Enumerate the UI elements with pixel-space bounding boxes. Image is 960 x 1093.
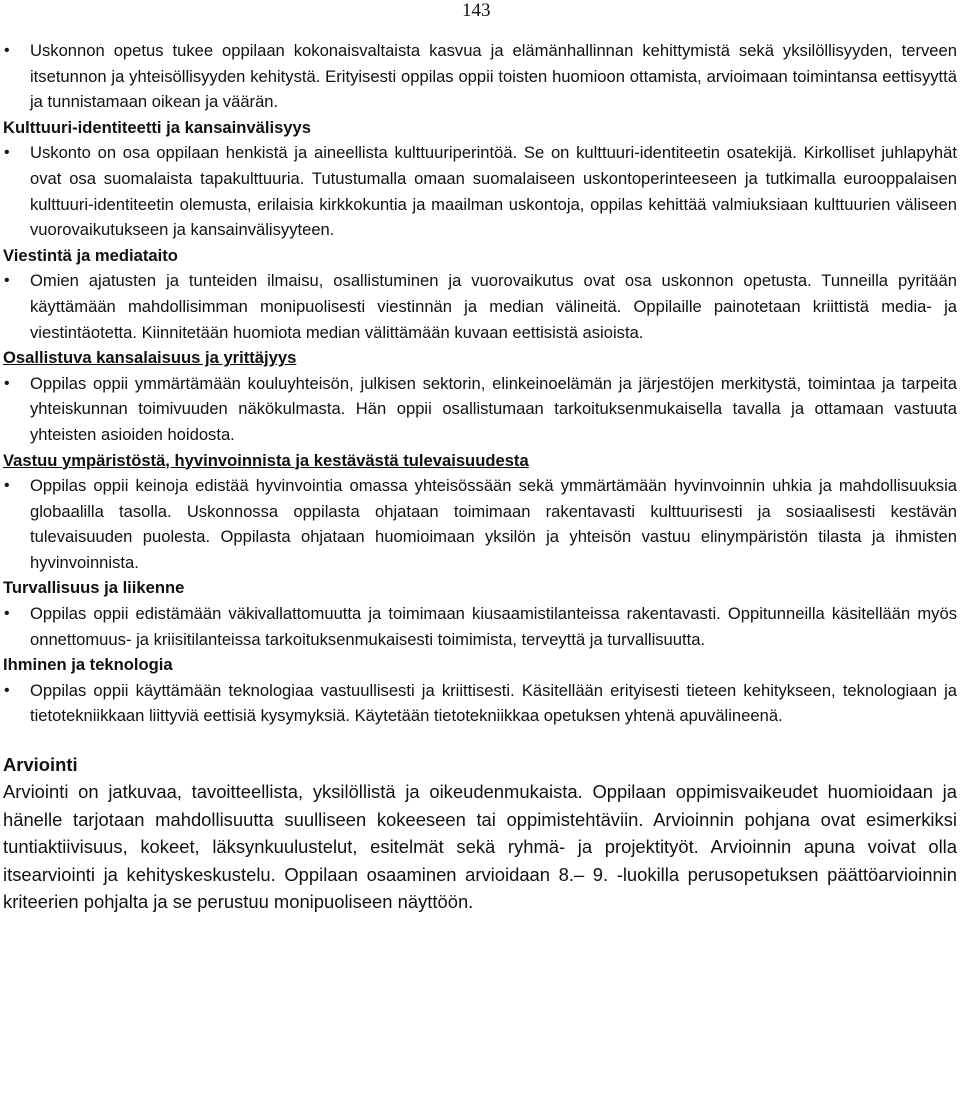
- section-text-communication: • Omien ajatusten ja tunteiden ilmaisu, osallistuminen ja vuorovaikutus ovat osa uskonnon opetusta. Tunneilla pyritään käyttämään mahdollisimman monipuolisesti viestinnän ja median välineitä. Oppilaille painotetaan kriittistä media- ja viestintäotetta. Kiinnitetään huomiota median välittämään kuvaan eettisistä asioista.: [3, 268, 957, 345]
- section-text-culture: • Uskonto on osa oppilaan henkistä ja aineellista kulttuuriperintöä. Se on kulttuuri-identiteetin osatekijä. Kirkolliset juhlapyhät ovat osa suomalaista tapakulttuuria. Tutustumalla omaan suomalaiseen uskontoperinteeseen ja tutkimalla eurooppalaisen kulttuuri-identiteetin olemusta, erilaisia kirkkokuntia ja maailman uskontoja, oppilas kehittää valmiuksiaan kulttuurien väliseen vuorovaikutukseen ja kansainvälisyyteen.: [3, 140, 957, 242]
- section-text-safety: • Oppilas oppii edistämään väkivallattomuutta ja toimimaan kiusaamistilanteissa rakentavasti. Oppitunneilla käsitellään myös onnettomuus- ja kriisitilanteissa tarkoituksenmukaisesti toimimista, terveyttä ja turvallisuutta.: [3, 601, 957, 652]
- section-heading-technology: Ihminen ja teknologia: [3, 655, 173, 675]
- page-number: 143: [462, 0, 491, 21]
- evaluation-text: Arviointi on jatkuvaa, tavoitteellista, yksilöllistä ja oikeudenmukaista. Oppilaan oppimisvaikeudet huomioidaan ja hänelle tarjotaan mahdollisuutta suulliseen kokeeseen tai oppimistehtäviin. Arvioinnin pohjana ovat esimerkiksi tuntiaktiivisuus, kokeet, läksynkuulustelut, esitelmät sekä ryhmä- ja projektityöt. Arvioinnin apuna voivat olla itsearviointi ja kehityskeskustelu. Oppilaan osaaminen arvioidaan 8.– 9. -luokilla perusopetuksen päättöarvioinnin kriteerien pohjalta ja se perustuu monipuoliseen näyttöön.: [3, 781, 957, 913]
- section-heading-safety: Turvallisuus ja liikenne: [3, 578, 185, 598]
- document-body: [3, 38, 957, 915]
- section-heading-citizenship: Osallistuva kansalaisuus ja yrittäjyys: [3, 348, 297, 368]
- evaluation-heading: Arviointi: [3, 754, 78, 776]
- section-text-technology: • Oppilas oppii käyttämään teknologiaa vastuullisesti ja kriittisesti. Käsitellään erityisesti tieteen kehitykseen, teknologiaan ja tietotekniikkaan liittyviä eettisiä kysymyksiä. Käytetään tietotekniikkaa opetuksen yhtenä apuvälineenä.: [3, 678, 957, 729]
- section-heading-responsibility: Vastuu ympäristöstä, hyvinvoinnista ja kestävästä tulevaisuudesta: [3, 450, 529, 470]
- evaluation-section: [3, 751, 957, 915]
- section-heading-communication: Viestintä ja mediataito: [3, 245, 178, 265]
- intro-bullet: • Uskonnon opetus tukee oppilaan kokonaisvaltaista kasvua ja elämänhallinnan kehittymistä sekä yksilöllisyyden, terveen itsetunnon ja yhteisöllisyyden kehitystä. Erityisesti oppilas oppii toisten huomioon ottamista, arvioimaan toimintansa eettisyyttä ja tunnistamaan oikean ja väärän.: [3, 38, 957, 115]
- section-text-citizenship: • Oppilas oppii ymmärtämään kouluyhteisön, julkisen sektorin, elinkeinoelämän ja järjestöjen merkitystä, toimintaa ja tarpeita yhteiskunnan toimivuuden näkökulmasta. Hän oppii osallistumaan tarkoituksenmukaisella tavalla ja ottamaan vastuuta yhteisten asioiden hoidosta.: [3, 371, 957, 448]
- section-heading-culture: Kulttuuri-identiteetti ja kansainvälisyys: [3, 117, 311, 137]
- section-text-responsibility: • Oppilas oppii keinoja edistää hyvinvointia omassa yhteisössään sekä ymmärtämään hyvinvoinnin uhkia ja mahdollisuuksia globaalilla tasolla. Uskonnossa oppilasta ohjataan toimimaan rakentavasti kulttuurisesti ja sosiaalisesti kestävän tulevaisuuden puolesta. Oppilasta ohjataan huomioimaan yksilön ja yhteisön vastuu elinympäristön tilasta ja ihmisten hyvinvoinnista.: [3, 473, 957, 575]
